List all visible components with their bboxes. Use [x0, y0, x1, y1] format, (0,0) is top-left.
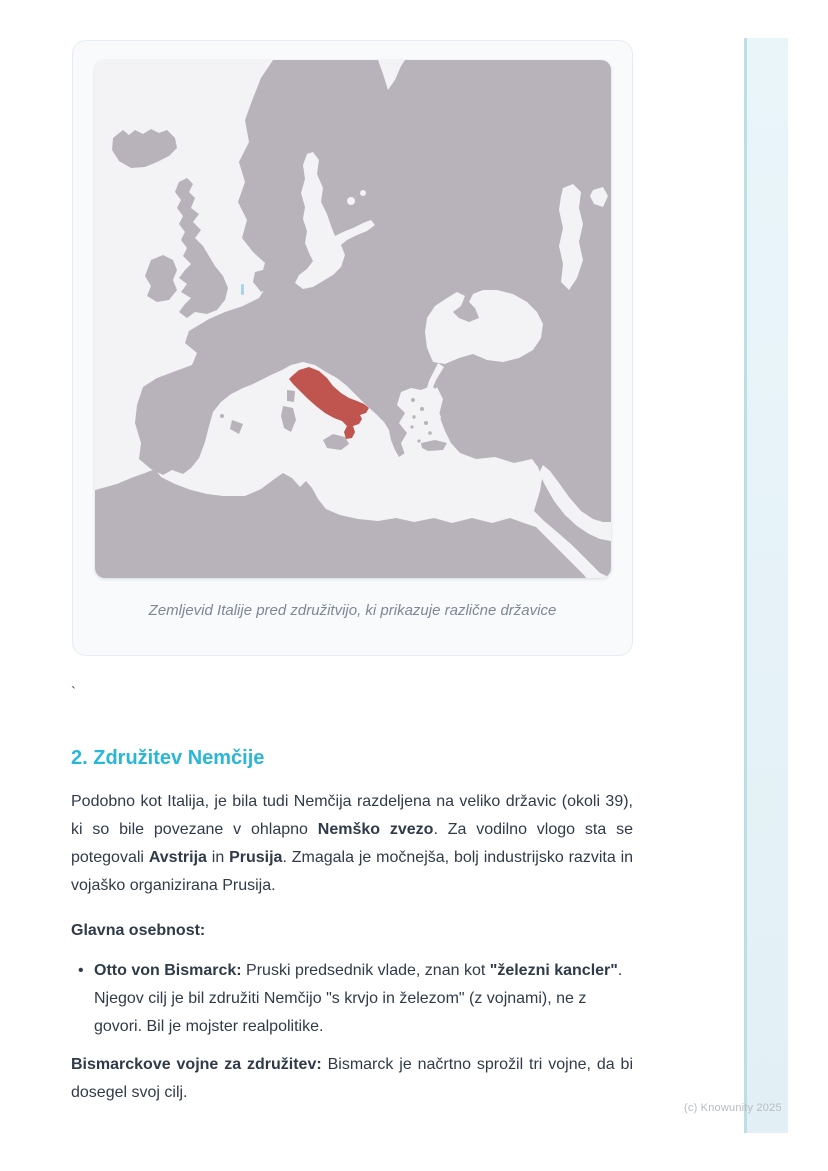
body-text-column — [71, 788, 633, 1107]
aegean-islet — [424, 421, 428, 425]
text-segment-bold: "železni kancler" — [489, 962, 618, 979]
text-segment-bold: Bismarckove vojne za združitev: — [71, 1056, 322, 1073]
paragraph-wars — [71, 1051, 633, 1107]
aegean-islet — [412, 415, 415, 418]
text-segment-bold: Prusija — [229, 849, 283, 866]
text-segment: . Za vodilno vlogo sta se potegovali — [71, 821, 633, 866]
copyright-text: (c) Knowunity 2025 — [684, 1102, 782, 1114]
aegean-islet — [420, 407, 424, 411]
europe-map-svg — [95, 60, 611, 578]
text-segment: . Njegov cilj je bil združiti Nemčijo "s krvjo in železom" (z vojnami), ne z govori. Bil je mojster realpolitike. — [94, 962, 623, 1035]
europe-map — [95, 60, 611, 578]
map-caption: Zemljevid Italije pred združitvijo, ki prikazuje različne državice — [148, 602, 557, 619]
list-item-bismarck — [71, 957, 633, 1041]
paragraph-intro — [71, 788, 633, 900]
bullet-marker: • — [78, 962, 84, 979]
text-segment: Podobno kot Italija, je bila tudi Nemčija razdeljena na veliko državic (okoli 39), ki so bile povezane v ohlapno — [71, 793, 633, 838]
map-figure-card — [72, 40, 633, 656]
aegean-islet — [410, 425, 413, 428]
person-list — [71, 957, 633, 1041]
text-segment: . Zmagala je močnejša, bolj industrijsko razvita in vojaško organizirana Prusija. — [71, 849, 634, 894]
text-segment-bold: Avstrija — [148, 849, 207, 866]
aegean-islet — [428, 431, 432, 435]
paragraph-label: Glavna osebnost: — [71, 922, 206, 939]
ijsselmeer-accent — [241, 284, 244, 295]
aegean-islet — [411, 398, 415, 402]
balearic-islet — [220, 414, 224, 418]
aegean-islet — [417, 439, 420, 442]
corsica-island — [287, 390, 295, 402]
text-segment: Bismarck je načrtno sprožil tri vojne, da bi dosegel svoj cilj. — [71, 1056, 634, 1101]
text-segment-bold: Nemško zvezo — [317, 821, 434, 838]
text-segment: Pruski predsednik vlade, znan kot — [241, 962, 490, 979]
text-segment: in — [206, 849, 230, 866]
right-page-edge-strip — [744, 38, 788, 1133]
lake-onega — [360, 190, 366, 196]
section-heading: 2. Združitev Nemčije — [71, 747, 265, 769]
lake-ladoga — [347, 197, 355, 205]
black-sea — [425, 290, 543, 364]
stray-backtick: ` — [71, 684, 76, 701]
text-segment-bold: Otto von Bismarck: — [94, 962, 242, 979]
